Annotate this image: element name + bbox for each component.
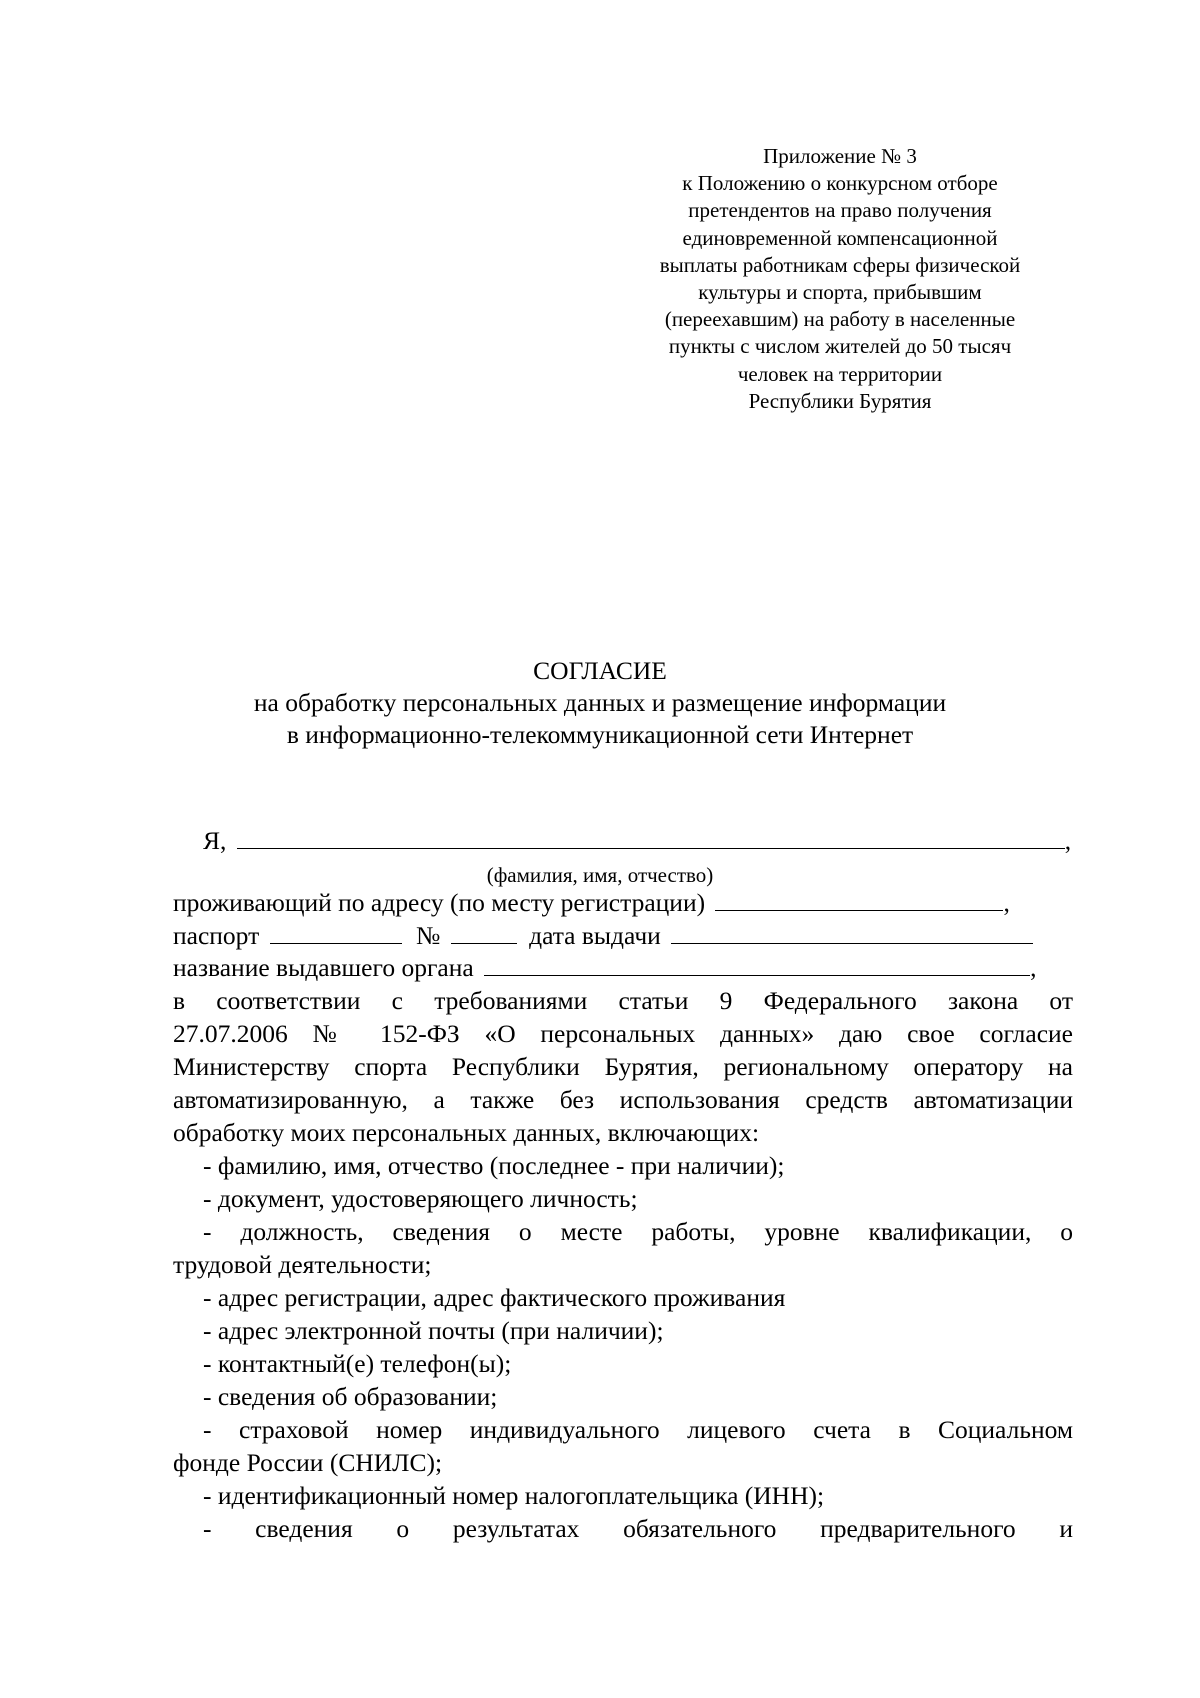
comma: , [1003,888,1010,917]
issuer-field[interactable] [484,953,1030,976]
consent-line: обработку моих персональных данных, включающих: [173,1118,760,1147]
appendix-line: Республики Бурятия [748,388,932,413]
appendix-line: (переехавшим) на работу в населенные [664,307,1016,332]
i-label: Я, [203,826,227,855]
consent-line: в соответствии с требованиями статьи 9 Федерального закона от [173,986,1073,1015]
consent-line: автоматизированную, а также без использования средств автоматизации [173,1085,1073,1114]
passport-number-field[interactable] [451,921,517,944]
appendix-line: претендентов на право получения [688,198,992,223]
list-item: - документ, удостоверяющего личность; [203,1184,638,1213]
consent-line: Министерству спорта Республики Бурятия, региональному оператору на [173,1052,1073,1081]
appendix-line: выплаты работникам сферы физической [659,252,1021,277]
document-title: СОГЛАСИЕ [533,656,667,685]
issuer-label: название выдавшего органа [173,953,474,982]
fio-caption: (фамилия, имя, отчество) [486,863,714,887]
appendix-line: Приложение № 3 [763,144,917,168]
list-item: - адрес электронной почты (при наличии); [203,1316,664,1345]
appendix-line: к Положению о конкурсном отборе [682,171,998,196]
list-item-continuation: фонде России (СНИЛС); [173,1448,443,1477]
comma: , [1030,953,1037,982]
list-item: - страховой номер индивидуального лицевого счета в Социальном [203,1415,1073,1444]
document-subtitle: на обработку персональных данных и размещение информации [253,688,947,717]
list-item: - должность, сведения о месте работы, уровне квалификации, о [203,1217,1073,1246]
list-item: - сведения об образовании; [203,1382,498,1411]
issue-date-field[interactable] [671,921,1033,944]
address-label: проживающий по адресу (по месту регистрации) [173,888,706,917]
document-subtitle: в информационно-телекоммуникационной сети Интернет [286,720,914,749]
address-row [173,888,1073,918]
list-item: - адрес регистрации, адрес фактического проживания [203,1283,786,1312]
fio-field[interactable] [237,826,1065,849]
list-item: - контактный(е) телефон(ы); [203,1349,512,1378]
passport-row [173,921,1073,951]
address-field[interactable] [715,888,1003,911]
list-item-continuation: трудовой деятельности; [173,1250,432,1279]
passport-series-field[interactable] [270,921,402,944]
comma: , [1064,826,1072,855]
appendix-line: культуры и спорта, прибывшим [698,280,982,305]
number-label: № [416,921,441,950]
issuer-row [173,953,1073,983]
list-item: - сведения о результатах обязательного предварительного и [203,1514,1073,1543]
appendix-line: человек на территории [737,361,943,386]
fio-row [173,826,1073,856]
passport-label: паспорт [173,921,260,950]
appendix-line: единовременной компенсационной [682,225,998,250]
consent-line: 27.07.2006 № 152-ФЗ «О персональных данных» даю свое согласие [173,1019,1073,1048]
list-item: - фамилию, имя, отчество (последнее - при наличии); [203,1151,785,1180]
list-item: - идентификационный номер налогоплательщика (ИНН); [203,1481,825,1510]
issue-date-label: дата выдачи [529,921,661,950]
appendix-line: пункты с числом жителей до 50 тысяч [668,334,1012,359]
appendix-header [600,143,1080,415]
